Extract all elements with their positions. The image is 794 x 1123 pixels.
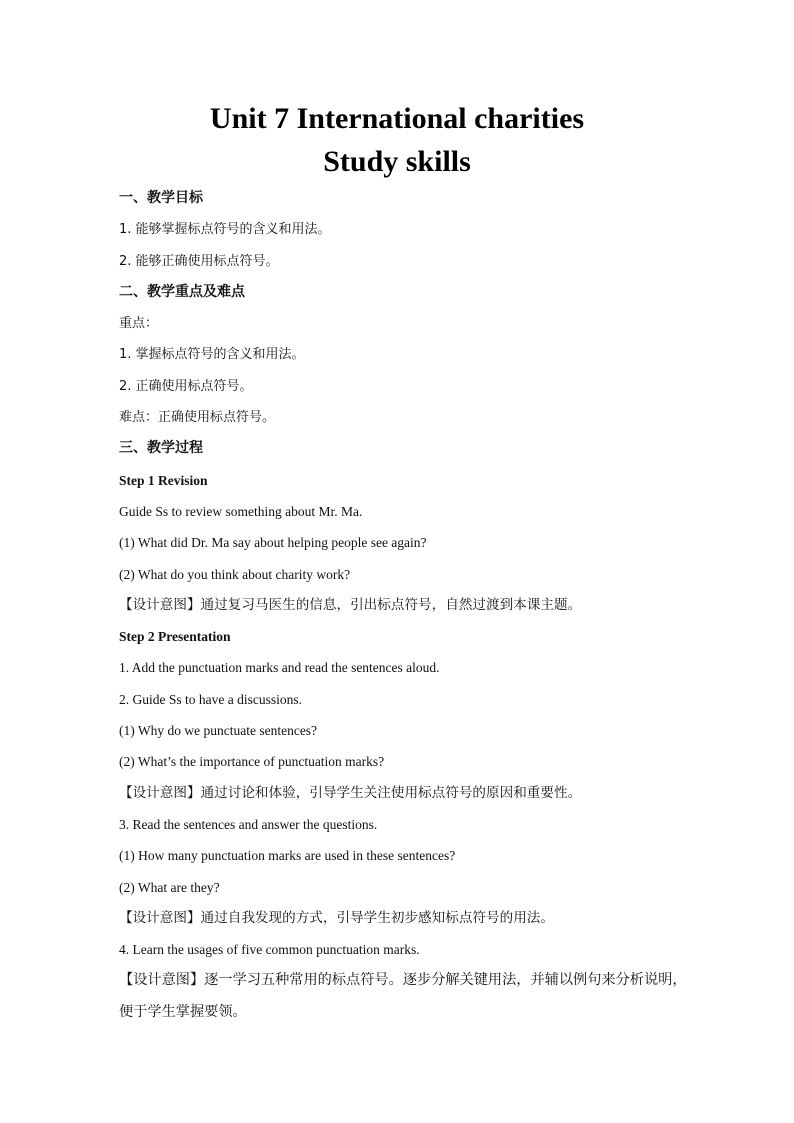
difficulty-line: 难点：正确使用标点符号。	[119, 410, 276, 426]
step-2-title: Step 2 Presentation	[119, 629, 231, 645]
step-1-line-3: (2) What do you think about charity work?	[119, 566, 351, 582]
objective-item-2: 2. 能够正确使用标点符号。	[119, 253, 279, 269]
step-2-line-6: (1) How many punctuation marks are used in these sentences?	[119, 848, 456, 864]
document-body	[119, 183, 699, 1028]
step-2-design-intent-b: 【设计意图】通过自我发现的方式，引导学生初步感知标点符号的用法。	[119, 909, 554, 926]
key-point-item-1: 1. 掌握标点符号的含义和用法。	[119, 347, 305, 363]
step-2-line-1: 1. Add the punctuation marks and read the sentences aloud.	[119, 660, 440, 676]
key-point-item-2: 2. 正确使用标点符号。	[119, 378, 253, 394]
focus-label: 重点：	[119, 316, 159, 332]
step-1-line-2: (1) What did Dr. Ma say about helping people see again?	[119, 535, 427, 551]
step-2-line-2: 2. Guide Ss to have a discussions.	[119, 691, 302, 707]
step-2-line-8: 4. Learn the usages of five common punctuation marks.	[119, 942, 420, 958]
step-2-line-5: 3. Read the sentences and answer the questions.	[119, 816, 378, 832]
section-heading-objectives: 一、教学目标	[119, 190, 203, 206]
title-line-lesson: Study skills	[323, 145, 471, 178]
section-heading-process: 三、教学过程	[119, 440, 203, 457]
title-line-unit: Unit 7 International charities	[209, 102, 585, 135]
step-2-line-3: (1) Why do we punctuate sentences?	[119, 723, 318, 739]
step-1-title: Step 1 Revision	[119, 472, 208, 488]
step-2-design-intent-c: 【设计意图】逐一学习五种常用的标点符号。逐步分解关键用法，并辅以例句来分析说明，便于学生掌握要领。	[119, 972, 687, 1020]
document-title	[0, 97, 794, 183]
objective-item-1: 1. 能够掌握标点符号的含义和用法。	[119, 222, 331, 238]
step-2-line-4: (2) What’s the importance of punctuation marks?	[119, 754, 385, 770]
section-heading-key-points: 二、教学重点及难点	[119, 283, 245, 300]
step-1-line-1: Guide Ss to review something about Mr. Ma.	[119, 503, 363, 519]
step-2-line-7: (2) What are they?	[119, 879, 220, 895]
step-2-design-intent-a: 【设计意图】通过讨论和体验，引导学生关注使用标点符号的原因和重要性。	[119, 784, 582, 801]
step-1-design-intent: 【设计意图】通过复习马医生的信息，引出标点符号，自然过渡到本课主题。	[119, 596, 582, 613]
